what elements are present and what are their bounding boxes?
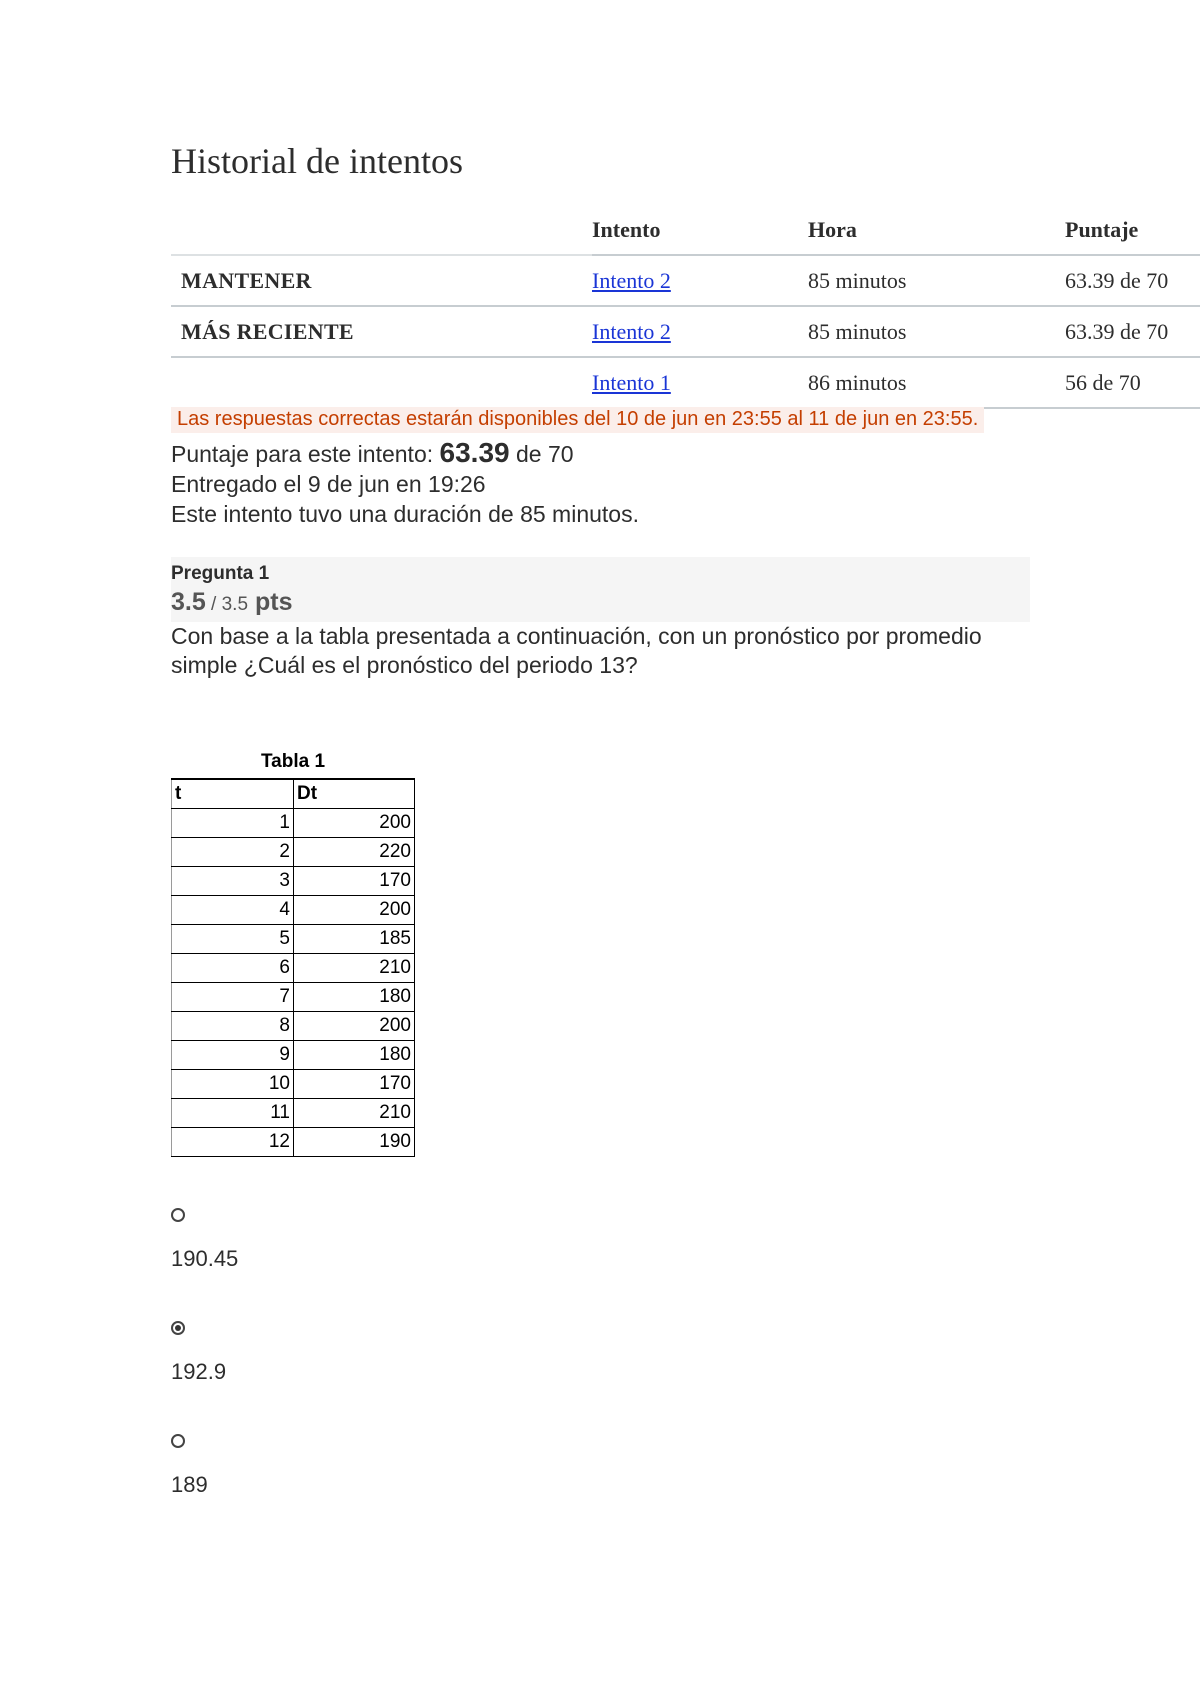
attempt-summary: [171, 438, 639, 529]
attempt-score: 63.39 de 70: [1065, 306, 1200, 357]
data-row: [172, 1041, 415, 1070]
attempt-link[interactable]: Intento 2: [592, 318, 671, 344]
attempt-link[interactable]: Intento 1: [592, 369, 671, 395]
header-empty: [171, 206, 592, 255]
row-label: MÁS RECIENTE: [171, 306, 592, 357]
answer-option: [171, 1208, 238, 1272]
header-time: Hora: [808, 206, 1065, 255]
data-row: [172, 954, 415, 983]
data-row: [172, 1070, 415, 1099]
data-row: [172, 896, 415, 925]
attempt-duration: Este intento tuvo una duración de 85 minutos.: [171, 501, 639, 527]
demand-cell: 180: [294, 1041, 415, 1070]
data-row: [172, 1099, 415, 1128]
points-unit: pts: [248, 588, 293, 616]
table-row: [171, 255, 1200, 306]
period-cell: 9: [172, 1041, 294, 1070]
points-earned: 3.5: [171, 588, 206, 616]
submitted-date: Entregado el 9 de jun en 19:26: [171, 471, 486, 497]
demand-cell: 190: [294, 1128, 415, 1157]
period-cell: 10: [172, 1070, 294, 1099]
data-row: [172, 1128, 415, 1157]
attempt-time: 85 minutos: [808, 306, 1065, 357]
header-attempt: Intento: [592, 206, 808, 255]
row-label: [171, 357, 592, 408]
demand-cell: 180: [294, 983, 415, 1012]
period-cell: 6: [172, 954, 294, 983]
data-table-image: [171, 745, 415, 1157]
table-row: [171, 306, 1200, 357]
answer-label: 190.45: [171, 1246, 239, 1271]
demand-cell: 200: [294, 809, 415, 838]
data-row: [172, 809, 415, 838]
demand-cell: 170: [294, 867, 415, 896]
col-dt-header: Dt: [294, 780, 415, 809]
answer-radio[interactable]: [171, 1434, 185, 1448]
score-prefix: Puntaje para este intento:: [171, 441, 440, 467]
answer-option: [171, 1434, 208, 1498]
demand-cell: 200: [294, 1012, 415, 1041]
attempt-time: 85 minutos: [808, 255, 1065, 306]
question-text: Con base a la tabla presentada a continuación, con un pronóstico por promedio simple ¿Cuál es el pronóstico del periodo 13?: [171, 623, 982, 678]
period-cell: 11: [172, 1099, 294, 1128]
data-row: [172, 867, 415, 896]
question-points: [171, 588, 292, 617]
attempt-score-line: [171, 438, 639, 469]
answer-radio[interactable]: [171, 1208, 185, 1222]
period-cell: 8: [172, 1012, 294, 1041]
attempt-score: 56 de 70: [1065, 357, 1200, 408]
period-cell: 7: [172, 983, 294, 1012]
answers-availability-notice: Las respuestas correctas estarán disponibles del 10 de jun en 23:55 al 11 de jun en 23:55.: [171, 407, 984, 433]
row-label: MANTENER: [171, 255, 592, 306]
score-suffix: de 70: [509, 441, 574, 467]
page-title: Historial de intentos: [171, 141, 463, 181]
col-t-header: t: [172, 780, 294, 809]
demand-cell: 185: [294, 925, 415, 954]
attempt-score-value: 63.39: [439, 437, 510, 468]
demand-cell: 210: [294, 1099, 415, 1128]
period-cell: 12: [172, 1128, 294, 1157]
attempt-time: 86 minutos: [808, 357, 1065, 408]
question-title: Pregunta 1: [171, 563, 270, 584]
table-row: [171, 357, 1200, 408]
period-cell: 5: [172, 925, 294, 954]
attempt-link[interactable]: Intento 2: [592, 267, 671, 293]
demand-cell: 210: [294, 954, 415, 983]
answer-radio[interactable]: [171, 1321, 185, 1335]
period-cell: 2: [172, 838, 294, 867]
data-table-header: [172, 780, 415, 809]
period-cell: 4: [172, 896, 294, 925]
attempt-history-table: [171, 206, 1200, 409]
demand-cell: 200: [294, 896, 415, 925]
data-row: [172, 925, 415, 954]
data-row: [172, 983, 415, 1012]
table-header-row: [171, 206, 1200, 255]
answer-option: [171, 1321, 226, 1385]
data-row: [172, 838, 415, 867]
period-cell: 3: [172, 867, 294, 896]
demand-cell: 170: [294, 1070, 415, 1099]
question-header: [171, 557, 1030, 622]
demand-cell: 220: [294, 838, 415, 867]
answer-label: 192.9: [171, 1359, 227, 1384]
data-table-caption: Tabla 1: [171, 745, 415, 780]
points-separator: /: [205, 594, 222, 615]
data-row: [172, 1012, 415, 1041]
points-total: 3.5: [221, 594, 249, 615]
attempt-score: 63.39 de 70: [1065, 255, 1200, 306]
data-table: [171, 780, 415, 1157]
period-cell: 1: [172, 809, 294, 838]
answer-label: 189: [171, 1472, 208, 1497]
header-score: Puntaje: [1065, 206, 1200, 255]
